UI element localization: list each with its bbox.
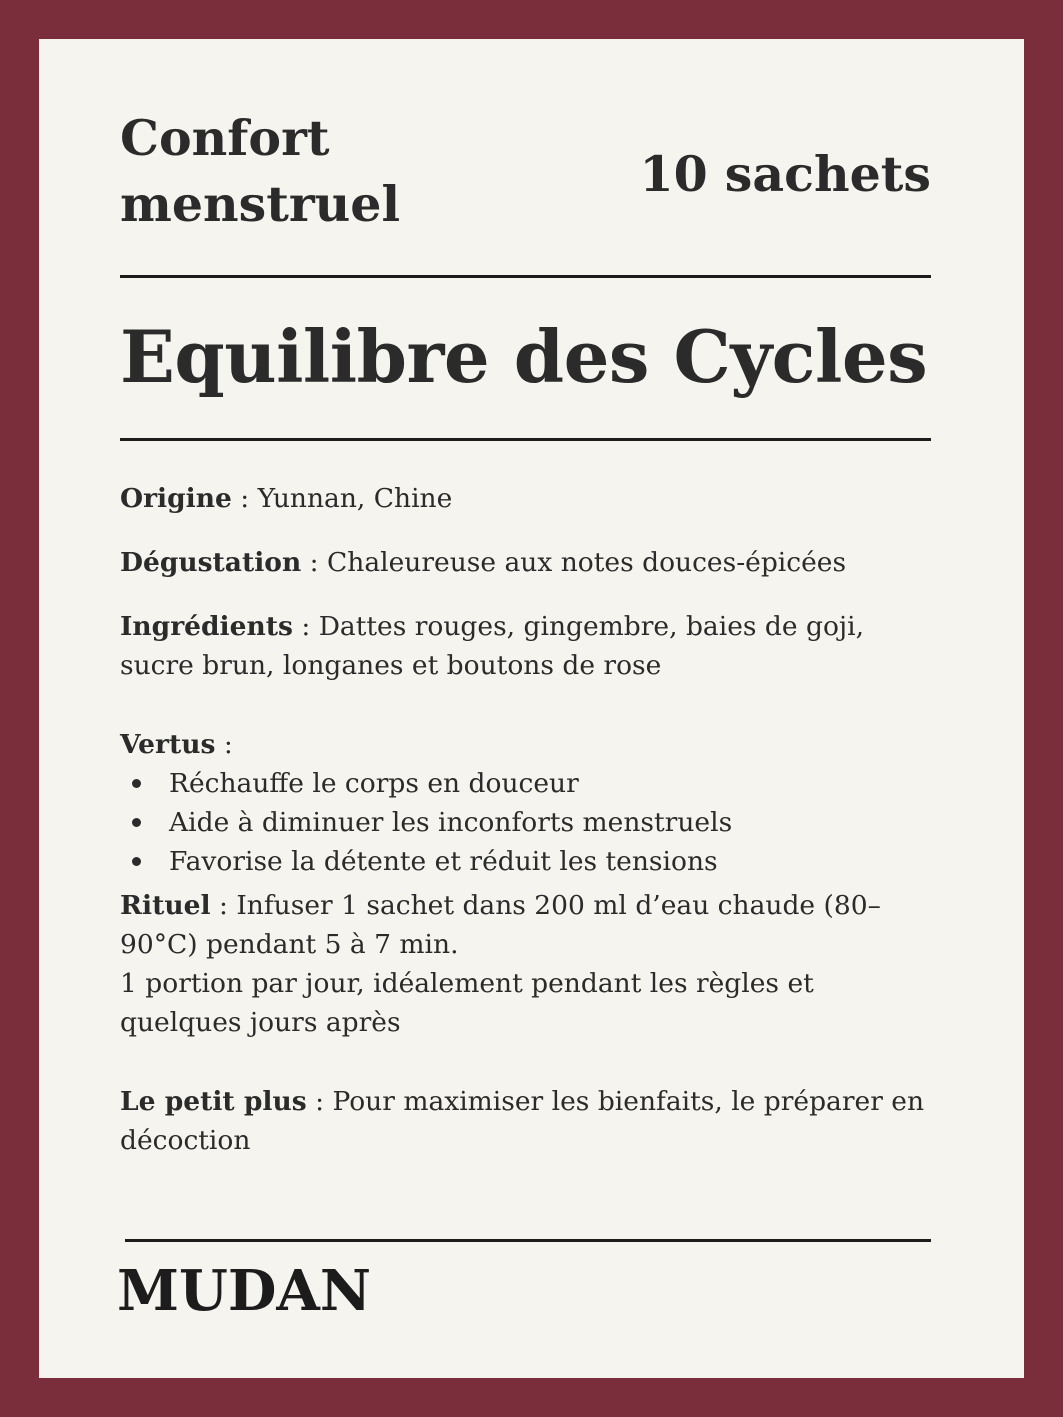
ingredients-line [120,607,931,685]
petit-plus-value: Pour maximiser les bienfaits, le préparer en décoction [120,1086,925,1156]
origine-label: Origine [120,483,232,514]
ingredients-separator: : [292,611,319,642]
bullet-icon [132,818,141,827]
sachet-count: 10 sachets [639,145,931,203]
category-line-1: Confort [120,109,330,167]
origine-line [120,479,931,518]
origine-separator: : [231,483,258,514]
top-divider [120,275,931,278]
category-line-2: menstruel [120,175,401,233]
bullet-icon [132,779,141,788]
degustation-line [120,543,931,582]
vertus-item-text: Favorise la détente et réduit les tensions [169,846,718,877]
footer-divider [125,1239,931,1242]
bullet-icon [132,857,141,866]
vertus-item [120,842,931,881]
vertus-heading [120,725,931,764]
rituel-value-line-2: 1 portion par jour, idéalement pendant les règles et quelques jours après [120,968,814,1038]
vertus-item [120,764,931,803]
category-heading [120,105,480,237]
degustation-label: Dégustation [120,547,302,578]
product-title: Equilibre des Cycles [120,314,928,399]
label-content [117,39,931,1378]
ingredients-label: Ingrédients [120,611,293,642]
vertus-separator: : [215,729,233,760]
brand-logo: MUDAN [117,1258,372,1324]
vertus-item-text: Aide à diminuer les inconforts menstruels [169,807,733,838]
rituel-block [120,886,931,1042]
product-details [120,479,931,1160]
vertus-item [120,803,931,842]
origine-value: Yunnan, Chine [257,483,453,514]
rituel-separator: : [210,890,237,921]
label-card [39,39,1024,1378]
title-divider [120,438,931,441]
degustation-separator: : [301,547,327,578]
petit-plus-label: Le petit plus [120,1086,307,1117]
vertus-list [120,764,931,881]
rituel-label: Rituel [120,890,211,921]
vertus-label: Vertus [120,729,216,760]
petit-plus-separator: : [306,1086,333,1117]
degustation-value: Chaleureuse aux notes douces-épicées [327,547,847,578]
petit-plus-line [120,1082,931,1160]
vertus-item-text: Réchauffe le corps en douceur [169,768,579,799]
ingredients-value: Dattes rouges, gingembre, baies de goji, sucre brun, longanes et boutons de rose [120,611,865,681]
rituel-value-line-1: Infuser 1 sachet dans 200 ml d’eau chaude (80–90°C) pendant 5 à 7 min. [120,890,881,960]
